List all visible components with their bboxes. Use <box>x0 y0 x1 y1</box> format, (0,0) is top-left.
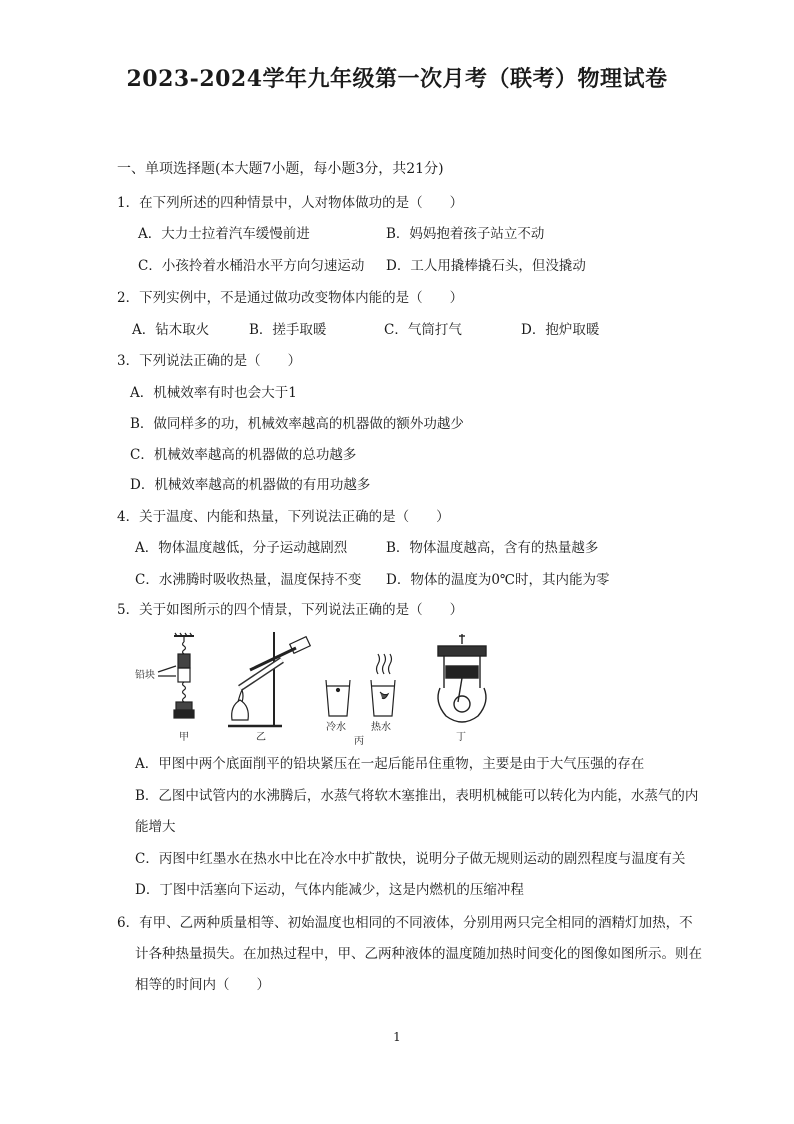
q4-option-c: C．水沸腾时吸收热量，温度保持不变 <box>135 572 362 588</box>
q5-option-d: D．丁图中活塞向下运动，气体内能减少，这是内燃机的压缩冲程 <box>135 882 524 898</box>
q6-stem-line1: 6．有甲、乙两种质量相等、初始温度也相同的不同液体，分别用两只完全相同的酒精灯加热，不 <box>117 915 693 931</box>
fig-label-lead: 铅块 <box>135 670 155 681</box>
fig-label-jia: 甲 <box>179 732 189 743</box>
q3-option-c: C．机械效率越高的机器做的总功越多 <box>130 447 357 463</box>
figure-ding-engine <box>438 634 486 722</box>
fig-label-yi: 乙 <box>256 732 266 743</box>
q5-option-b-line2: 能增大 <box>135 819 176 835</box>
q4-option-a: A．物体温度越低，分子运动越剧烈 <box>135 540 348 556</box>
figure-yi-test-tube <box>228 632 310 726</box>
fig-label-cold-water: 冷水 <box>326 722 346 733</box>
q3-option-a: A．机械效率有时也会大于1 <box>130 385 297 401</box>
section-heading: 一、单项选择题(本大题7小题，每小题3分，共21分) <box>117 161 444 177</box>
q2-option-a: A．钻木取火 <box>132 322 210 338</box>
fig-label-ding: 丁 <box>456 732 466 743</box>
q2-option-c: C．气筒打气 <box>384 322 462 338</box>
q2-option-b: B．搓手取暖 <box>249 322 327 338</box>
q5-figures <box>132 632 502 747</box>
q3-stem: 3．下列说法正确的是（ ） <box>117 353 302 369</box>
q3-option-d: D．机械效率越高的机器做的有用功越多 <box>130 477 371 493</box>
q4-option-d: D．物体的温度为0℃时，其内能为零 <box>386 572 610 588</box>
q6-stem-line3: 相等的时间内（ ） <box>135 977 270 993</box>
q5-option-a: A．甲图中两个底面削平的铅块紧压在一起后能吊住重物，主要是由于大气压强的存在 <box>135 756 645 772</box>
figure-bing-beakers <box>326 654 395 716</box>
fig-label-hot-water: 热水 <box>371 722 391 733</box>
page-number: 1 <box>393 1030 401 1044</box>
q3-option-b: B．做同样多的功，机械效率越高的机器做的额外功越少 <box>130 416 464 432</box>
q1-option-d: D．工人用撬棒撬石头，但没撬动 <box>386 258 586 274</box>
q5-option-c: C．丙图中红墨水在热水中比在冷水中扩散快，说明分子做无规则运动的剧烈程度与温度有关 <box>135 851 686 867</box>
q6-stem-line2: 计各种热量损失。在加热过程中，甲、乙两种液体的温度随加热时间变化的图像如图所示。则在 <box>135 946 702 962</box>
q2-option-d: D．抱炉取暖 <box>521 322 600 338</box>
fig-label-bing: 丙 <box>354 736 364 747</box>
q5-stem: 5．关于如图所示的四个情景，下列说法正确的是（ ） <box>117 602 464 618</box>
q1-option-c: C．小孩拎着水桶沿水平方向匀速运动 <box>138 258 365 274</box>
q1-option-a: A．大力士拉着汽车缓慢前进 <box>138 226 310 242</box>
q5-option-b-line1: B．乙图中试管内的水沸腾后，水蒸气将软木塞推出，表明机械能可以转化为内能，水蒸气的内 <box>135 788 699 804</box>
page-title: 2023-2024学年九年级第一次月考（联考）物理试卷 <box>126 66 668 92</box>
figure-jia-lead-blocks <box>158 633 194 718</box>
q4-option-b: B．物体温度越高，含有的热量越多 <box>386 540 599 556</box>
q1-option-b: B．妈妈抱着孩子站立不动 <box>386 226 545 242</box>
q1-stem: 1．在下列所述的四种情景中，人对物体做功的是（ ） <box>117 195 464 211</box>
q2-stem: 2．下列实例中，不是通过做功改变物体内能的是（ ） <box>117 290 464 306</box>
q4-stem: 4．关于温度、内能和热量，下列说法正确的是（ ） <box>117 509 450 525</box>
